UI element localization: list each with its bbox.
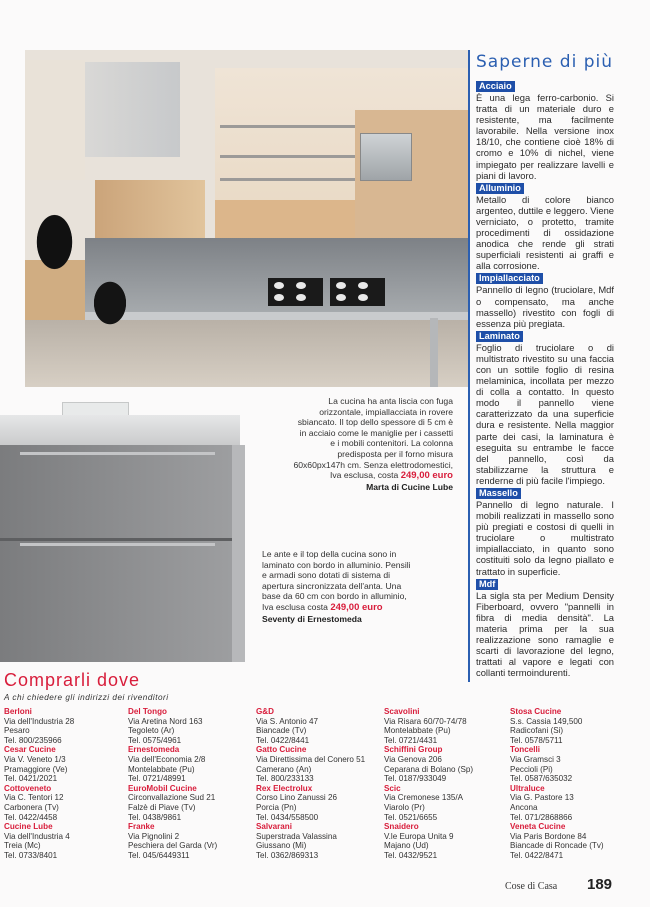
caption-second-brand: Seventy di Ernestomeda	[262, 613, 362, 624]
dealer-address-line: Via S. Antonio 47	[256, 716, 318, 726]
dealer-address-line: Via Direttissima del Conero 51	[256, 754, 366, 764]
glossary-term-label: Mdf	[476, 579, 498, 590]
glossary-term-text: È una lega ferro-carbonio. Si tratta di un materiale duro e resistente, ma facilmente lavorabile. Nella versione inox 18/10, che contiene cioè 18% di cromo e 10% di nichel, viene impiegato per realizzare lavelli e piani di lavoro.	[476, 92, 614, 181]
caption-second-text: Le ante e il top della cucina sono in laminato con bordo in alluminio. Pensili e armadi sono dotati di sistema di apertura sincronizzata dell'anta. Una base da 60 cm con bordo in alluminio, Iva esclusa costa	[262, 549, 411, 612]
dealer-address-line: Via V. Veneto 1/3	[4, 754, 66, 764]
dealer-address-line: Via Pignolini 2	[128, 831, 180, 841]
dealer-address-line: Camerano (An)	[256, 764, 312, 774]
caption-first-text: La cucina ha anta liscia con fuga orizzontale, impiallacciata in rovere sbiancato. Il top dello spessore di 5 cm è in acciaio come le maniglie per i cassetti e i mobili contenitori. La colonna predisposta per il forno misura 60x60px147h cm. Senza elettrodomestici, Iva esclusa, costa	[293, 396, 453, 481]
dealer-address-line: Radicofani (Si)	[510, 726, 564, 736]
dealer-address-line: Tel. 0362/869313	[256, 850, 319, 860]
dealer-address-line: Via dell'Industria 28	[4, 716, 75, 726]
glossary-term-label: Impiallacciato	[476, 273, 543, 284]
dealer-address-line: Peschiera del Garda (Vr)	[128, 841, 218, 851]
glossary-term-label: Laminato	[476, 331, 523, 342]
glossary-term-text: La sigla sta per Medium Density Fiberboard, ovvero "pannelli in fibra di media densità". La materia prima per la sua realizzazione sono ramaglie e scarti di lavorazione del legno, trattati al vapore e legati con collanti termoindurenti.	[476, 589, 614, 679]
dealer-address-line: Tel. 0187/933049	[384, 774, 447, 784]
dealer-name: Veneta Cucine	[510, 822, 566, 832]
dealer-address-line: Carbonera (Tv)	[4, 802, 59, 812]
dealer-address-line: Tel. 0432/9521	[384, 850, 438, 860]
dealer-address-line: Tel. 0422/4458	[4, 812, 58, 822]
dealers-subtitle: A chi chiedere gli indirizzi dei rivenditori	[4, 693, 169, 702]
glossary-term-text: Pannello di legno naturale. I mobili realizzati in massello sono più pregiati e costosi di quelli in truciolare o multistrato impiallacciato, in quanto sono costituiti solo da legno piallato e trattato in superficie.	[476, 499, 614, 577]
dealer-address-line: Tel. 0575/4961	[128, 735, 182, 745]
dealer-address-line: Via dell'Industria 4	[4, 831, 70, 841]
dealer-address-line: Ceparana di Bolano (Sp)	[384, 764, 474, 774]
glossary-term-text: Metallo di colore bianco argenteo, duttile e leggero. Viene verniciato, o protetto, tramite procedimenti di ossidazione anodica che rende gli strati superficiali resistenti ai graffi e alla corrosione.	[476, 193, 614, 272]
dealer-name: Scic	[384, 783, 401, 793]
dealers-title: Comprarli dove	[4, 670, 141, 690]
dealer-address-line: Viarolo (Pr)	[384, 802, 425, 812]
caption-second-price: 249,00 euro	[330, 601, 383, 613]
dealer-address-line: Giussano (Mi)	[256, 841, 307, 851]
dealer-address-line: Via Paris Bordone 84	[510, 831, 587, 841]
caption-first-brand: Marta di Cucine Lube	[366, 481, 453, 492]
dealer-address-line: Tel. 071/2868866	[510, 812, 573, 822]
island-photo	[0, 400, 245, 662]
caption-second	[262, 549, 412, 624]
dealer-address-line: Circonvallazione Sud 21	[128, 793, 216, 803]
dealer-address-line: Montelabbate (Pu)	[128, 764, 195, 774]
glossary	[476, 80, 614, 679]
glossary-term-text: Pannello di legno (truciolare, Mdf o compensato, ma anche massello) rivestito con fogli di essenza più pregiata.	[476, 284, 614, 329]
magazine-name: Cose di Casa	[505, 881, 558, 892]
dealer-column	[510, 707, 630, 861]
sidebar-title: Saperne di più	[476, 52, 613, 72]
dealer-name: Berloni	[4, 707, 32, 716]
dealer-address-line: Falzè di Piave (Tv)	[128, 802, 196, 812]
dealer-address-line: Tel. 0721/4431	[384, 735, 438, 745]
glossary-term-label: Alluminio	[476, 183, 524, 194]
dealer-column	[4, 707, 124, 861]
glossary-term-label: Massello	[476, 488, 521, 499]
dealer-name: Gatto Cucine	[256, 745, 307, 755]
page-number: 189	[587, 876, 613, 893]
dealer-address-line: Tel. 800/235966	[4, 735, 62, 745]
dealer-address-line: Corso Lino Zanussi 26	[256, 793, 337, 803]
dealer-address-line: Tel. 0733/8401	[4, 850, 58, 860]
dealer-name: Cesar Cucine	[4, 745, 56, 755]
dealer-name: Stosa Cucine	[510, 707, 562, 716]
dealer-address-line: Pramaggiore (Ve)	[4, 764, 68, 774]
dealer-address-line: Tel. 800/233133	[256, 774, 314, 784]
dealer-column	[384, 707, 504, 861]
dealer-address-line: Via Genova 206	[384, 754, 442, 764]
dealer-address-line: Via Risara 60/70-74/78	[384, 716, 467, 726]
dealer-address-line: Tel. 0587/635032	[510, 774, 573, 784]
dealer-address-line: Biancade di Roncade (Tv)	[510, 841, 604, 851]
caption-first-price: 249,00 euro	[400, 470, 453, 482]
dealer-address-line: Peccioli (Pi)	[510, 764, 553, 774]
dealer-address-line: Tel. 0434/558500	[256, 812, 319, 822]
dealer-column	[256, 707, 376, 861]
dealer-address-line: Majano (Ud)	[384, 841, 429, 851]
dealer-address-line: Tel. 0438/9861	[128, 812, 182, 822]
glossary-term-text: Foglio di truciolare o di multistrato rivestito su una faccia con un sottile foglio di resina melaminica, incollata per mezzo di colla a contatto. In questo modo il pannello viene caratterizzato da una superficie dura e resistente. Nella maggior parte dei casi, la laminatura è eseguita su entrambe le facce del pannello, così da stabilizzarne la struttura e renderne di più facile l'impiego.	[476, 341, 614, 486]
dealer-address-line: Tel. 0421/2021	[4, 774, 58, 784]
dealer-name: Del Tongo	[128, 707, 167, 716]
dealer-name: Cottoveneto	[4, 783, 52, 793]
dealer-address-line: Tel. 045/6449311	[128, 850, 190, 860]
dealer-name: Snaidero	[384, 822, 419, 832]
dealer-name: EuroMobil Cucine	[128, 783, 197, 793]
dealer-address-line: Tel. 0422/8441	[256, 735, 310, 745]
dealer-address-line: Via G. Pastore 13	[510, 793, 574, 803]
dealer-address-line: Via C. Tentori 12	[4, 793, 64, 803]
dealer-address-line: Pesaro	[4, 726, 30, 736]
dealer-name: Salvarani	[256, 822, 292, 832]
dealer-address-line: Tel. 0721/48991	[128, 774, 186, 784]
dealer-address-line: Tegoleto (Ar)	[128, 726, 175, 736]
dealer-column	[128, 707, 248, 861]
caption-first	[293, 396, 453, 492]
dealer-address-line: Tel. 0578/5711	[510, 735, 563, 745]
dealer-address-line: Superstrada Valassina	[256, 831, 337, 841]
dealer-address-line: S.s. Cassia 149,500	[510, 716, 583, 726]
dealer-name: Franke	[128, 822, 155, 832]
dealer-name: Schiffini Group	[384, 745, 443, 755]
dealer-address-line: Via dell'Economia 2/8	[128, 754, 206, 764]
glossary-term-label: Acciaio	[476, 81, 515, 92]
dealer-address-line: Ancona	[510, 802, 538, 812]
dealer-name: Cucine Lube	[4, 822, 53, 832]
dealer-address-line: Porcia (Pn)	[256, 802, 297, 812]
dealer-name: G&D	[256, 707, 274, 716]
dealer-address-line: Via Gramsci 3	[510, 754, 561, 764]
dealer-name: Scavolini	[384, 707, 420, 716]
dealer-address-line: Tel. 0422/8471	[510, 850, 564, 860]
dealer-address-line: Biancade (Tv)	[256, 726, 307, 736]
dealer-address-line: Tel. 0521/6655	[384, 812, 438, 822]
dealer-address-line: Treia (Mc)	[4, 841, 41, 851]
dealer-address-line: V.le Europa Unita 9	[384, 831, 454, 841]
dealer-address-line: Via Aretina Nord 163	[128, 716, 203, 726]
dealer-address-line: Via Cremonese 135/A	[384, 793, 464, 803]
dealer-name: Rex Electrolux	[256, 783, 313, 793]
kitchen-photo	[25, 50, 468, 387]
dealer-name: Toncelli	[510, 745, 540, 755]
dealer-name: Ultraluce	[510, 783, 545, 793]
dealer-address-line: Montelabbate (Pu)	[384, 726, 451, 736]
dealer-name: Ernestomeda	[128, 745, 180, 755]
